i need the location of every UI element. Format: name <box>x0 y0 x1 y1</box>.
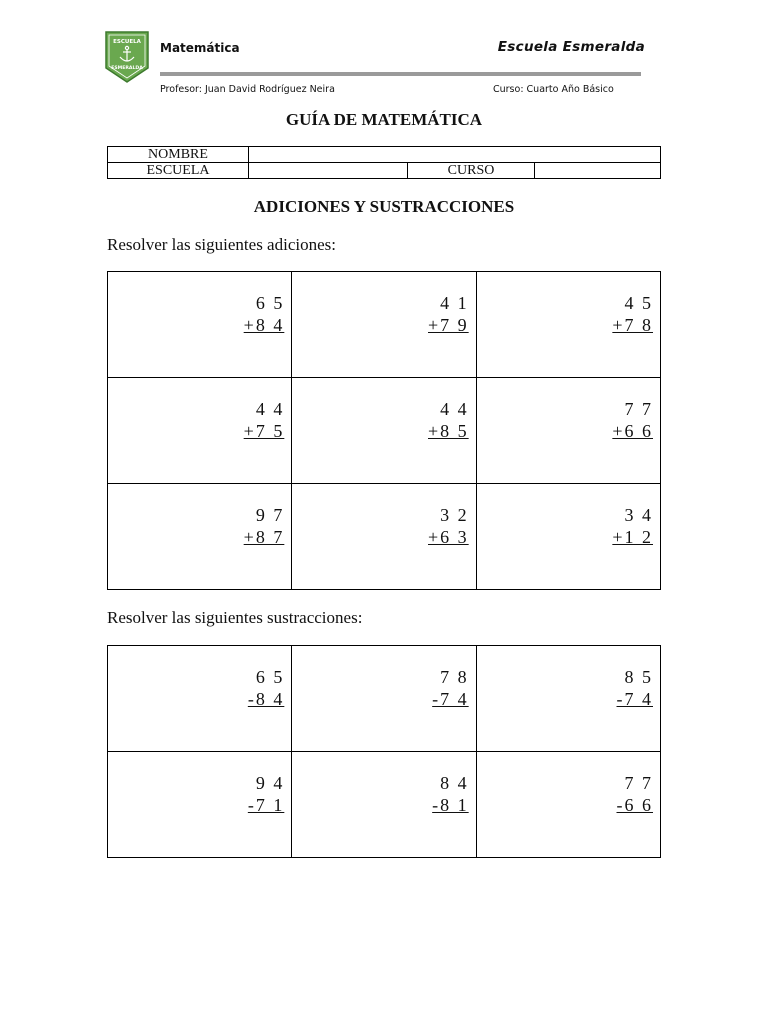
subtrahend: -8 1 <box>432 795 469 815</box>
addend-top: 9 7 <box>255 505 285 525</box>
subtrahend: -8 4 <box>247 689 285 709</box>
logo-text-bottom: ESMERALDA <box>111 66 143 71</box>
curso-label: CURSO <box>408 163 534 179</box>
addend-bottom: +1 2 <box>612 527 653 547</box>
subtrahend: -7 1 <box>247 795 285 815</box>
addition-cell[interactable] <box>292 484 476 590</box>
addition-cell[interactable] <box>108 272 292 378</box>
subtrahend: -7 4 <box>616 689 653 709</box>
escuela-label: ESCUELA <box>108 163 249 179</box>
subtraction-cell[interactable] <box>476 752 660 858</box>
page-title: GUÍA DE MATEMÁTICA <box>285 110 483 129</box>
addend-top: 6 5 <box>255 293 285 313</box>
addend-top: 3 4 <box>624 505 653 525</box>
addition-cell[interactable] <box>108 378 292 484</box>
addend-top: 4 4 <box>255 399 285 419</box>
header-divider <box>160 72 641 76</box>
addend-bottom: +6 3 <box>428 527 469 547</box>
addend-bottom: +7 5 <box>243 421 285 441</box>
subtrahend: -6 6 <box>616 795 653 815</box>
nombre-label: NOMBRE <box>108 147 249 163</box>
subtrahend: -7 4 <box>432 689 469 709</box>
subject-label: Matemática <box>160 41 240 55</box>
addend-bottom: +6 6 <box>612 421 653 441</box>
addend-bottom: +8 5 <box>428 421 469 441</box>
subtraction-cell[interactable] <box>292 646 476 752</box>
additions-grid <box>107 271 661 590</box>
escuela-field[interactable] <box>249 163 408 179</box>
addend-bottom: +7 9 <box>428 315 469 335</box>
minuend: 8 5 <box>624 667 653 687</box>
subtraction-cell[interactable] <box>108 752 292 858</box>
student-info-table <box>107 146 661 179</box>
nombre-field[interactable] <box>249 147 661 163</box>
subtractions-instruction: Resolver las siguientes sustracciones: <box>107 608 363 627</box>
addition-cell[interactable] <box>292 378 476 484</box>
addend-top: 7 7 <box>624 399 653 419</box>
addend-top: 4 4 <box>440 399 469 419</box>
minuend: 7 8 <box>440 667 469 687</box>
addend-bottom: +8 7 <box>243 527 285 547</box>
subtractions-grid <box>107 645 661 858</box>
addend-top: 4 5 <box>624 293 653 313</box>
course-label: Curso: Cuarto Año Básico <box>493 84 614 95</box>
subtraction-cell[interactable] <box>292 752 476 858</box>
subtraction-cell[interactable] <box>476 646 660 752</box>
addition-cell[interactable] <box>476 272 660 378</box>
school-logo <box>104 30 150 84</box>
addition-cell[interactable] <box>108 484 292 590</box>
minuend: 6 5 <box>255 667 285 687</box>
additions-instruction: Resolver las siguientes adiciones: <box>107 235 336 254</box>
addition-cell[interactable] <box>476 378 660 484</box>
addend-bottom: +8 4 <box>243 315 285 335</box>
logo-text-top: ESCUELA <box>113 39 141 45</box>
addition-cell[interactable] <box>476 484 660 590</box>
section-title: ADICIONES Y SUSTRACCIONES <box>253 197 515 216</box>
addition-cell[interactable] <box>292 272 476 378</box>
teacher-label: Profesor: Juan David Rodríguez Neira <box>160 84 335 95</box>
addend-top: 4 1 <box>440 293 469 313</box>
school-name: Escuela Esmeralda <box>497 39 645 55</box>
minuend: 9 4 <box>255 773 285 793</box>
minuend: 8 4 <box>440 773 469 793</box>
addend-top: 3 2 <box>440 505 469 525</box>
curso-field[interactable] <box>534 163 660 179</box>
subtraction-cell[interactable] <box>108 646 292 752</box>
minuend: 7 7 <box>624 773 653 793</box>
addend-bottom: +7 8 <box>612 315 653 335</box>
